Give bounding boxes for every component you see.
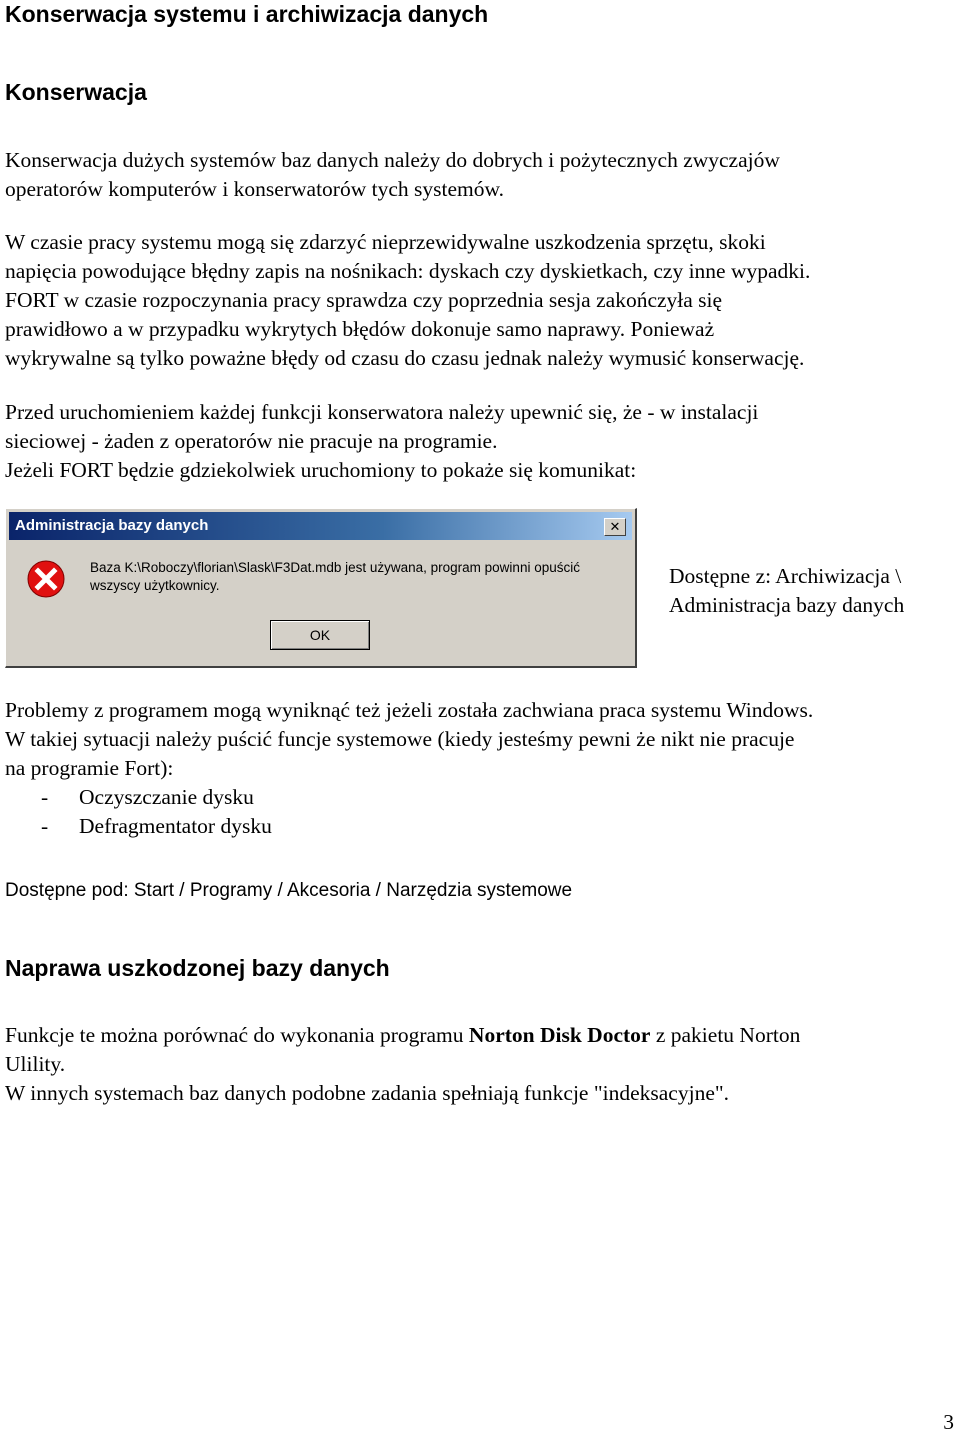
paragraph-windows-problems xyxy=(5,696,957,783)
paragraph-line: Konserwacja dużych systemów baz danych należy do dobrych i pożytecznych zwyczajów xyxy=(5,148,780,172)
paragraph-line: W innych systemach baz danych podobne zadania spełniają funkcje "indeksacyjne". xyxy=(5,1081,730,1105)
error-icon xyxy=(26,559,66,599)
dialog-message-line: wszyscy użytkownicy. xyxy=(90,578,220,593)
dialog-titlebar xyxy=(9,512,632,540)
dialog-title: Administracja bazy danych xyxy=(15,517,209,534)
ok-button[interactable]: OK xyxy=(270,620,370,650)
paragraph-line: na programie Fort): xyxy=(5,756,174,780)
close-icon[interactable]: ✕ xyxy=(604,518,626,536)
section-heading-naprawa: Naprawa uszkodzonej bazy danych xyxy=(5,955,390,981)
list-dash: - xyxy=(41,785,49,809)
page-number: 3 xyxy=(943,1410,954,1434)
list-item xyxy=(5,812,272,841)
paragraph-line: FORT w czasie rozpoczynania pracy sprawdza czy poprzednia sesja zakończyła się xyxy=(5,288,723,312)
availability-note xyxy=(669,562,904,620)
paragraph-line: Przed uruchomieniem każdej funkcji konserwatora należy upewnić się, że - w instalacji xyxy=(5,400,759,424)
list-item-text: Defragmentator dysku xyxy=(79,814,272,838)
text-run: Funkcje te można porównać do wykonania programu xyxy=(5,1023,469,1047)
dialog-message-line: Baza K:\Roboczy\florian\Slask\F3Dat.mdb jest używana, program powinni opuścić xyxy=(90,560,580,575)
paragraph-line: W czasie pracy systemu mogą się zdarzyć nieprzewidywalne uszkodzenia sprzętu, skoki xyxy=(5,230,766,254)
paragraph-line: W takiej sytuacji należy puścić funcje systemowe (kiedy jesteśmy pewni że nikt nie pracuje xyxy=(5,727,795,751)
list-dash: - xyxy=(41,814,49,838)
paragraph-line: prawidłowo a w przypadku wykrytych błędów dokonuje samo naprawy. Ponieważ xyxy=(5,317,715,341)
program-name: Norton Disk Doctor xyxy=(468,1023,651,1047)
message-dialog xyxy=(5,508,637,668)
list-item-text: Oczyszczanie dysku xyxy=(79,785,254,809)
paragraph-line: Jeżeli FORT będzie gdziekolwiek uruchomiony to pokaże się komunikat: xyxy=(5,458,637,482)
paragraph-intro xyxy=(5,146,957,204)
paragraph-failures xyxy=(5,228,957,373)
dialog-message xyxy=(90,559,580,595)
document-title: Konserwacja systemu i archiwizacja danych xyxy=(5,1,489,27)
text-run: z pakietu Norton xyxy=(650,1023,801,1047)
availability-line: Administracja bazy danych xyxy=(669,593,905,617)
list-item xyxy=(5,783,272,812)
section-heading-konserwacja: Konserwacja xyxy=(5,79,147,105)
paragraph-line: sieciowej - żaden z operatorów nie pracuje na programie. xyxy=(5,429,498,453)
paragraph-line: Problemy z programem mogą wyniknąć też jeżeli została zachwiana praca systemu Windows. xyxy=(5,698,814,722)
paragraph-line: Ulility. xyxy=(5,1052,66,1076)
paragraph-repair xyxy=(5,1021,957,1108)
tool-list xyxy=(5,783,272,841)
available-path: Dostępne pod: Start / Programy / Akcesoria / Narzędzia systemowe xyxy=(5,880,573,901)
paragraph-before-maintenance xyxy=(5,398,957,485)
paragraph-line: napięcia powodujące błędny zapis na nośnikach: dyskach czy dyskietkach, czy inne wypadki. xyxy=(5,259,811,283)
paragraph-line: operatorów komputerów i konserwatorów tych systemów. xyxy=(5,177,504,201)
paragraph-line xyxy=(5,1021,957,1050)
availability-line: Dostępne z: Archiwizacja \ xyxy=(669,564,902,588)
paragraph-line: wykrywalne są tylko poważne błędy od czasu do czasu jednak należy wymusić konserwację. xyxy=(5,346,805,370)
